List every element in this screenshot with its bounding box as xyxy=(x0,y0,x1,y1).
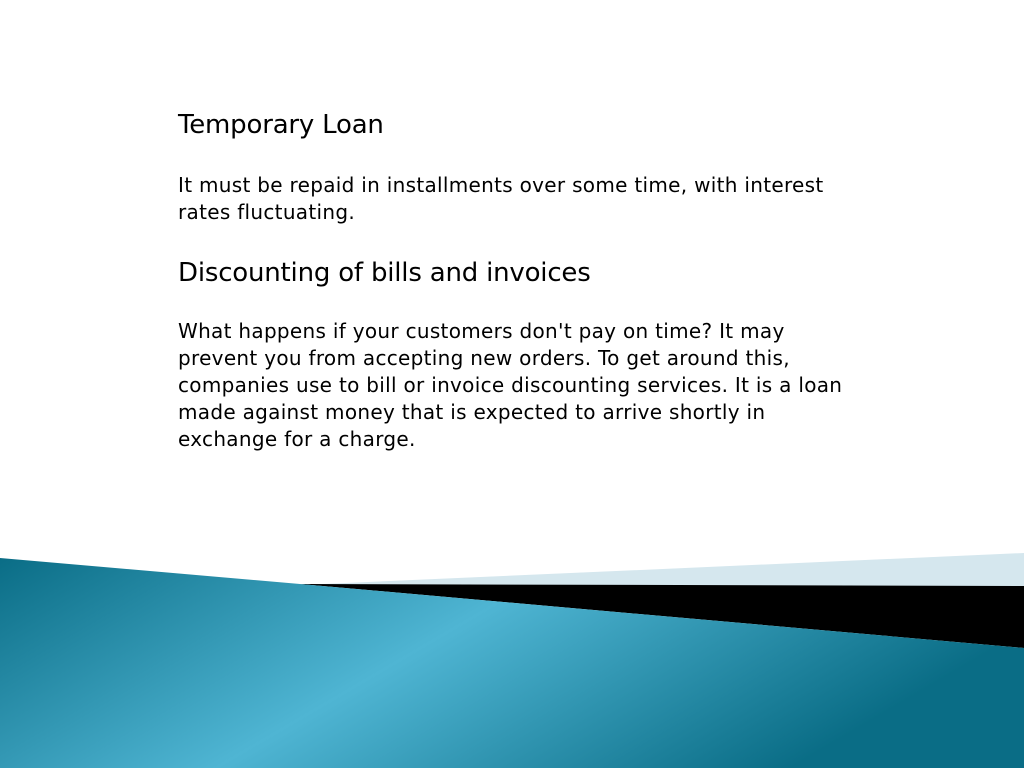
paragraph-discounting: What happens if your customers don't pay on time? It may prevent you from accepting new orders. To get around this, companies use to bill or invoice discounting services. It is a loan made against money that is expected to arrive shortly in exchange for a charge. xyxy=(178,319,843,451)
heading-discounting: Discounting of bills and invoices xyxy=(178,258,591,288)
paragraph-temporary-loan: It must be repaid in installments over some time, with interest rates fluctuating. xyxy=(178,173,824,224)
light-wave-band xyxy=(300,553,1024,587)
slide-content xyxy=(178,108,858,453)
heading-temporary-loan: Temporary Loan xyxy=(178,110,384,140)
